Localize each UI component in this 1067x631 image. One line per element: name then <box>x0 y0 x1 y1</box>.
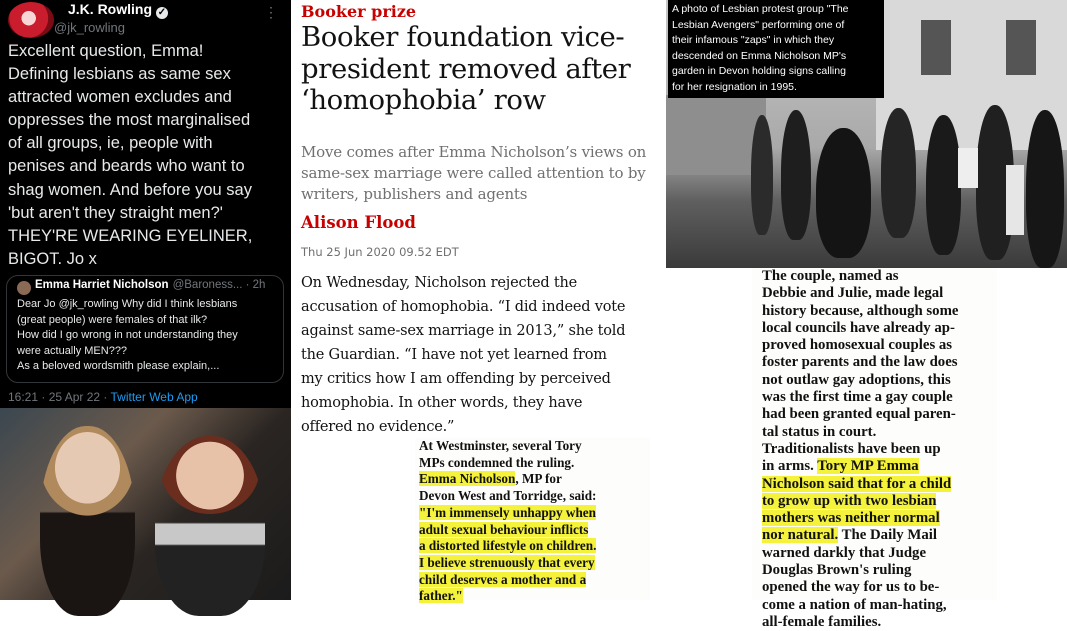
clipping-plain-text: The couple, named as Debbie and Julie, made legal history because, although some local councils have already ap- proved homosexual couples as foster parents and the law does not outlaw gay adoptions, this was the first time a gay couple had been granted equal paren- tal status in court. Traditionalists have been up in arms. <box>762 268 959 475</box>
quoted-author <box>35 279 265 291</box>
newspaper-clipping-westminster <box>415 438 650 604</box>
quoted-avatar <box>17 281 31 295</box>
tweet-meta <box>8 390 198 404</box>
quoted-text: Dear Jo @jk_rowling Why did I think lesbians (great people) were females of that ilk? How did I go wrong in not understanding they were actually MEN??? As a beloved wordsmith please explain,... <box>17 298 238 373</box>
newspaper-clipping-couple <box>752 268 997 630</box>
clipping-text-continued: , MP for Devon West and Torridge, said: <box>419 471 597 504</box>
photo-protester <box>816 128 871 258</box>
clipping-highlight-quote: "I'm immensely unhappy when adult sexual behaviour inflicts a distorted lifestyle on children. I believe strenuously that every child deserves a mother and a father." <box>419 504 597 604</box>
photo-person-left <box>40 426 135 616</box>
photo-person-right <box>155 436 265 616</box>
more-icon[interactable]: ⋮ <box>264 4 279 20</box>
article-byline[interactable]: Alison Flood <box>301 213 416 232</box>
photo-protester <box>751 115 773 235</box>
clipping-text-continued: The Daily Mail warned darkly that Judge Douglas Brown's ruling opened the way for us to be- come a nation of man-hating, all-female families. <box>762 527 947 630</box>
tweet-text: Excellent question, Emma! Defining lesbians as same sex attracted women excludes and oppresses the most marginalised of all groups, ie, people with penises and beards who want to shag women. And before you say 'but aren't they straight men?' THEY'RE WEARING EYELINER, BIGOT. Jo x <box>8 42 253 268</box>
photo-sign <box>1006 165 1024 235</box>
article-body: On Wednesday, Nicholson rejected the accusation of homophobia. “I did indeed vote against same-sex marriage in 2013,” she told the Guardian. “I have not yet learned from my critics how I am offending by perceived homophobia. In other words, they have offered no evidence.” <box>301 275 626 435</box>
photo-caption: A photo of Lesbian protest group "The Lesbian Avengers" performing one of their infamous "zaps" in which they descended on Emma Nicholson MP's garden in Devon holding signs calling for her resignation in 1995. <box>668 0 884 98</box>
tweet-card <box>0 0 291 408</box>
tweet-source[interactable]: Twitter Web App <box>110 390 198 404</box>
verified-icon: ✓ <box>157 7 167 18</box>
author-name[interactable]: J.K. Rowling <box>68 1 152 17</box>
article-kicker[interactable]: Booker prize <box>301 2 417 21</box>
tweet-timestamp[interactable]: 16:21 · 25 Apr 22 · <box>8 390 111 404</box>
photo-protester <box>926 115 961 255</box>
quoted-tweet[interactable] <box>6 275 284 383</box>
author-handle[interactable]: @jk_rowling <box>54 20 125 35</box>
photo-window <box>921 20 951 75</box>
clipping-text <box>419 438 649 605</box>
photo-protester <box>881 108 916 238</box>
article-standfirst: Move comes after Emma Nicholson’s views on same-sex marriage were called attention to by writers, publishers and agents <box>301 143 647 203</box>
photo-sign <box>958 148 978 188</box>
author-avatar[interactable] <box>8 2 54 38</box>
quoted-author-name: Emma Harriet Nicholson <box>35 279 169 291</box>
photo-protester <box>781 110 811 240</box>
photo-protest <box>666 0 1067 268</box>
tweet-author[interactable] <box>68 1 168 19</box>
clipping-highlight-quote: Tory MP Emma Nicholson said that for a child to grow up with two lesbian mothers was neither normal nor natural. <box>762 458 952 544</box>
photo-rowling-nicholson <box>0 408 291 600</box>
photo-protester <box>1026 110 1064 268</box>
article-headline: Booker foundation vice- president removed after ‘homophobia’ row <box>301 21 631 116</box>
photo-window <box>1006 20 1036 75</box>
clipping-text <box>762 268 994 631</box>
news-article <box>291 0 666 445</box>
clipping-plain-text: At Westminster, several Tory MPs condemned the ruling. <box>419 438 582 470</box>
quoted-author-handle: @Baroness... · 2h <box>172 279 266 291</box>
clipping-highlight-name: Emma Nicholson <box>419 471 516 487</box>
article-dateline: Thu 25 Jun 2020 09.52 EDT <box>301 245 459 259</box>
